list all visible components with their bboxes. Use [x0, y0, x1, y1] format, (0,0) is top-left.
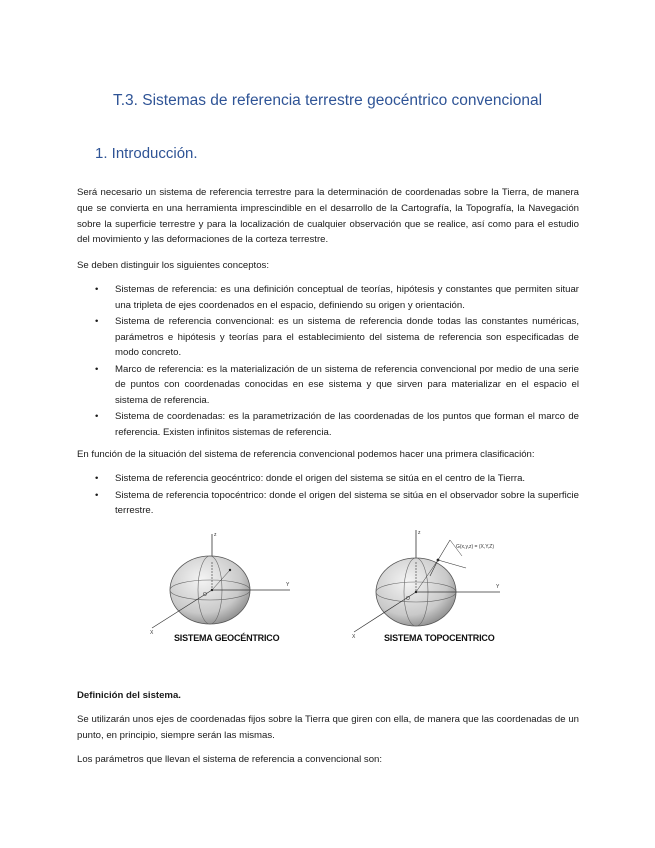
document-title: T.3. Sistemas de referencia terrestre geocéntrico convencional [112, 92, 543, 109]
definition-paragraph [77, 712, 579, 744]
svg-text:Y: Y [286, 582, 290, 588]
classification-list [77, 471, 579, 520]
svg-text:Y: Y [496, 584, 500, 590]
left-caption: SISTEMA GEOCÉNTRICO [174, 633, 280, 643]
definition-heading [77, 688, 579, 704]
list-item [77, 488, 579, 519]
list-item [77, 314, 579, 361]
right-caption: SISTEMA TOPOCENTRICO [384, 633, 495, 643]
bullet-icon: • [95, 411, 99, 422]
bullet-icon: • [95, 363, 99, 375]
concepts-intro [77, 258, 579, 274]
concepts-list [77, 282, 579, 441]
parameters-intro [77, 752, 579, 768]
bullet-icon: • [95, 489, 99, 501]
bullet-icon: • [95, 316, 99, 327]
svg-text:O: O [406, 596, 410, 602]
svg-text:X: X [352, 634, 356, 640]
svg-text:z: z [418, 530, 421, 536]
section-heading: 1. Introducción. [95, 145, 198, 162]
list-item [77, 362, 579, 409]
list-item-text: Marco de referencia: es la materialización de un sistema de referencia convencional por medio de una serie de puntos con coordenadas conocidas en ese sistema y que sirven para materializar en el espacio el sistema de referencia. [115, 363, 579, 406]
concepts-intro-text: Se deben distinguir los siguientes conceptos: [77, 260, 269, 271]
parameters-intro-text: Los parámetros que llevan el sistema de referencia a convencional son: [77, 754, 383, 765]
intro-text: Será necesario un sistema de referencia terrestre para la determinación de coordenadas sobre la Tierra, de manera que se convierta en una herramienta imprescindible en el desarrollo de la Cartografía, la Topografía, la Navegación sobre la superficie terrestre y para la localización de cualquier observación que se realice, así como para el estudio del movimiento y las deformaciones de la corteza terrestre. [77, 187, 579, 246]
classification-intro-text: En función de la situación del sistema de referencia convencional podemos hacer una primera clasificación: [77, 449, 535, 460]
svg-text:X: X [150, 630, 154, 636]
topocentric-globe-diagram [352, 530, 500, 643]
right-point-label: G(x,y,z) = (X,Y,Z) [456, 544, 495, 550]
list-item-text: Sistema de referencia convencional: es un sistema de referencia donde todas las constantes numéricas, parámetros e hipótesis y teorías para el establecimiento del sistema de referencia son especificadas de modo concreto. [115, 316, 579, 358]
list-item [77, 282, 579, 313]
list-item [77, 471, 579, 487]
definition-heading-text: Definición del sistema. [77, 690, 181, 701]
list-item-text: Sistema de coordenadas: es la parametrización de las coordenadas de los puntos que forman el marco de referencia. Existen infinitos sistemas de referencia. [115, 411, 579, 438]
list-item-text: Sistema de referencia geocéntrico: donde el origen del sistema se sitúa en el centro de la Tierra. [115, 473, 526, 484]
list-item [77, 409, 579, 440]
svg-text:z: z [214, 532, 217, 538]
list-item-text: Sistema de referencia topocéntrico: donde el origen del sistema se sitúa en el observador sobre la superficie terrestre. [115, 489, 579, 516]
list-item-text: Sistemas de referencia: es una definición conceptual de teorías, hipótesis y constantes que permiten situar una tripleta de ejes coordenados en el espacio, definiendo su origen y orientación. [115, 284, 579, 311]
classification-intro [77, 447, 579, 463]
bullet-icon: • [95, 284, 99, 295]
definition-text: Se utilizarán unos ejes de coordenadas fijos sobre la Tierra que giren con ella, de manera que las coordenadas de un punto, en principio, siempre serán las mismas. [77, 714, 579, 741]
geocentric-globe-diagram [150, 532, 290, 643]
intro-paragraph [77, 185, 579, 248]
svg-text:O: O [203, 592, 207, 598]
bullet-icon: • [95, 473, 99, 484]
reference-systems-figure [140, 526, 520, 658]
